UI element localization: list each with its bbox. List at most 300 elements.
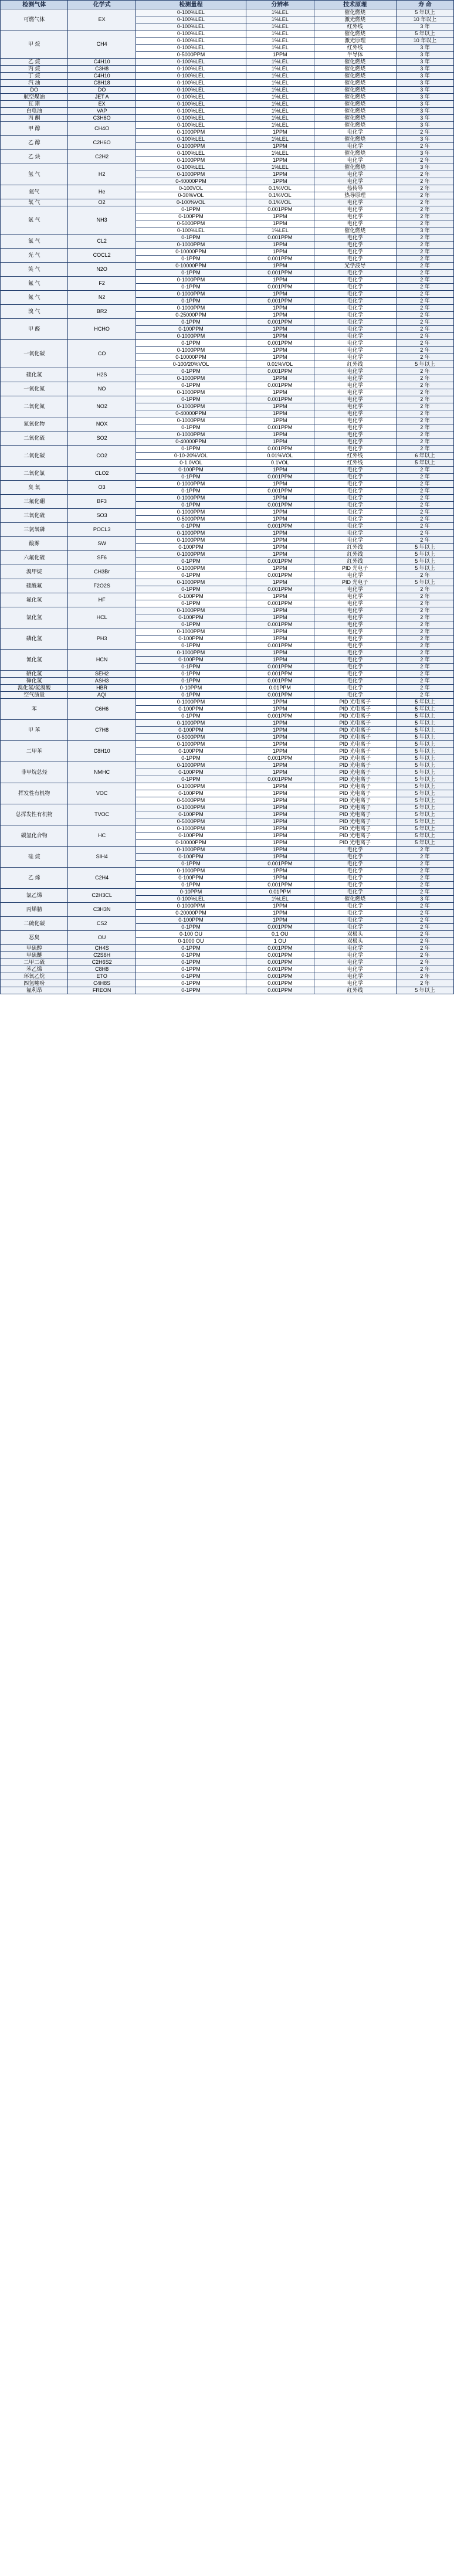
table-row [1, 973, 454, 980]
cell-technology: PID 光电离子 [314, 818, 397, 825]
cell-detection-range: 0-1000PPM [135, 129, 246, 136]
cell-detection-range: 0-1000PPM [135, 537, 246, 544]
cell-technology: 电化学 [314, 537, 397, 544]
cell-chemical-formula: VAP [68, 108, 135, 115]
cell-detection-range: 0-100PPM [135, 854, 246, 861]
cell-detection-range: 0-1000PPM [135, 171, 246, 178]
cell-detection-range: 0-1PPM [135, 776, 246, 783]
cell-detection-range: 0-1000PPM [135, 509, 246, 516]
cell-resolution: 0.001PPM [246, 298, 314, 305]
cell-lifetime: 2 年 [397, 572, 454, 579]
cell-technology: 红外线 [314, 544, 397, 551]
cell-lifetime: 2 年 [397, 220, 454, 227]
cell-resolution: 0.001PPM [246, 643, 314, 650]
cell-lifetime: 2 年 [397, 199, 454, 206]
cell-lifetime: 2 年 [397, 481, 454, 488]
cell-chemical-formula: HBR [68, 685, 135, 692]
table-row [1, 87, 454, 94]
cell-resolution: 1%LEL [246, 59, 314, 66]
col-header-formula: 化学式 [68, 1, 135, 9]
table-row [1, 467, 454, 474]
cell-chemical-formula: C2H4 [68, 868, 135, 889]
cell-resolution: 0.001PPM [246, 980, 314, 987]
cell-technology: PID 光电离子 [314, 713, 397, 720]
cell-detection-range: 0-100%LEL [135, 45, 246, 52]
cell-lifetime: 2 年 [397, 966, 454, 973]
cell-resolution: 0.001PPM [246, 755, 314, 762]
cell-technology: 电化学 [314, 488, 397, 495]
cell-lifetime: 2 年 [397, 847, 454, 854]
cell-detection-range: 0-1000PPM [135, 291, 246, 298]
cell-technology: 电化学 [314, 481, 397, 488]
cell-resolution: 0.001PPM [246, 424, 314, 431]
cell-technology: 电化学 [314, 312, 397, 319]
cell-resolution: 1PPM [246, 143, 314, 150]
cell-detection-range: 0-1PPM [135, 206, 246, 213]
cell-lifetime: 2 年 [397, 614, 454, 621]
cell-lifetime: 3 年 [397, 59, 454, 66]
cell-lifetime: 5 年以上 [397, 734, 454, 741]
cell-lifetime: 2 年 [397, 467, 454, 474]
cell-gas-name: 碳氢化合物 [1, 825, 68, 847]
cell-technology: 电化学 [314, 910, 397, 917]
cell-resolution: 0.001PPM [246, 924, 314, 931]
cell-lifetime: 5 年以上 [397, 987, 454, 994]
table-row [1, 446, 454, 453]
cell-technology: PID 光电离子 [314, 811, 397, 818]
cell-gas-name: 乙 烷 [1, 59, 68, 66]
cell-detection-range: 0-100%LEL [135, 16, 246, 23]
cell-detection-range: 0-1000PPM [135, 825, 246, 832]
cell-technology: 电化学 [314, 868, 397, 875]
cell-lifetime: 2 年 [397, 389, 454, 396]
cell-detection-range: 0-10000PPM [135, 354, 246, 361]
table-row [1, 319, 454, 326]
cell-lifetime: 2 年 [397, 945, 454, 952]
cell-chemical-formula: H2S [68, 368, 135, 382]
cell-technology: 电化学 [314, 129, 397, 136]
cell-detection-range: 0-100%LEL [135, 9, 246, 16]
table-row [1, 382, 454, 389]
cell-chemical-formula: F2O2S [68, 579, 135, 593]
cell-detection-range: 0-1PPM [135, 713, 246, 720]
cell-detection-range: 0-1PPM [135, 664, 246, 671]
cell-resolution: 1%LEL [246, 115, 314, 122]
cell-detection-range: 0-1000PPM [135, 804, 246, 811]
table-row [1, 94, 454, 101]
cell-resolution: 1PPM [246, 614, 314, 621]
table-row [1, 783, 454, 790]
cell-lifetime: 2 年 [397, 256, 454, 263]
table-row [1, 509, 454, 516]
cell-resolution: 1PPM [246, 579, 314, 586]
cell-resolution: 1PPM [246, 635, 314, 643]
cell-detection-range: 0-100PPM [135, 811, 246, 818]
cell-gas-name: 甲 醛 [1, 319, 68, 340]
cell-resolution: 1PPM [246, 354, 314, 361]
cell-technology: 电化学 [314, 903, 397, 910]
cell-resolution: 0.001PPM [246, 966, 314, 973]
cell-technology: 电化学 [314, 509, 397, 516]
cell-technology: 电化学 [314, 854, 397, 861]
cell-resolution: 0.001PPM [246, 284, 314, 291]
cell-lifetime: 2 年 [397, 143, 454, 150]
cell-technology: 电化学 [314, 692, 397, 699]
cell-detection-range: 0-5000PPM [135, 818, 246, 825]
cell-detection-range: 0-100%LEL [135, 150, 246, 157]
cell-technology: PID 光电离子 [314, 762, 397, 769]
cell-lifetime: 2 年 [397, 924, 454, 931]
cell-lifetime: 2 年 [397, 903, 454, 910]
cell-technology: PID 光电离子 [314, 840, 397, 847]
cell-gas-name: 氯化氢 [1, 607, 68, 628]
cell-lifetime: 3 年 [397, 45, 454, 52]
cell-detection-range: 0-5000PPM [135, 220, 246, 227]
cell-chemical-formula: FREON [68, 987, 135, 994]
cell-technology: 电化学 [314, 502, 397, 509]
cell-gas-name: 氮 气 [1, 291, 68, 305]
cell-technology: 双极头 [314, 938, 397, 945]
cell-resolution: 1%LEL [246, 16, 314, 23]
cell-chemical-formula: BR2 [68, 305, 135, 319]
cell-detection-range: 0-100PPM [135, 467, 246, 474]
cell-lifetime: 3 年 [397, 896, 454, 903]
cell-lifetime: 2 年 [397, 284, 454, 291]
cell-chemical-formula: NOX [68, 417, 135, 431]
cell-resolution: 1PPM [246, 544, 314, 551]
cell-detection-range: 0-1PPM [135, 678, 246, 685]
cell-technology: 红外线 [314, 361, 397, 368]
cell-lifetime: 5 年以上 [397, 748, 454, 755]
cell-lifetime: 2 年 [397, 875, 454, 882]
cell-detection-range: 0-100PPM [135, 706, 246, 713]
cell-lifetime: 2 年 [397, 910, 454, 917]
table-row [1, 966, 454, 973]
cell-lifetime: 2 年 [397, 340, 454, 347]
cell-lifetime: 5 年以上 [397, 783, 454, 790]
cell-lifetime: 2 年 [397, 868, 454, 875]
cell-lifetime: 5 年以上 [397, 790, 454, 797]
cell-technology: PID 光电离子 [314, 706, 397, 713]
cell-lifetime: 2 年 [397, 861, 454, 868]
cell-resolution: 1PPM [246, 628, 314, 635]
cell-technology: 电化学 [314, 403, 397, 410]
cell-detection-range: 0-100PPM [135, 326, 246, 333]
cell-detection-range: 0-100%LEL [135, 80, 246, 87]
cell-technology: 催化燃烧 [314, 30, 397, 38]
cell-lifetime: 2 年 [397, 509, 454, 516]
cell-gas-name: 三氧化硫 [1, 509, 68, 523]
cell-technology: PID 光电子 [314, 565, 397, 572]
cell-detection-range: 0-100%LEL [135, 66, 246, 73]
cell-chemical-formula: ASH3 [68, 678, 135, 685]
cell-technology: 催化燃烧 [314, 80, 397, 87]
cell-detection-range: 0-40000PPM [135, 410, 246, 417]
cell-lifetime: 3 年 [397, 73, 454, 80]
cell-resolution: 1PPM [246, 403, 314, 410]
cell-lifetime: 2 年 [397, 502, 454, 509]
cell-gas-name: 氦气 [1, 185, 68, 199]
cell-detection-range: 0-100PPM [135, 790, 246, 797]
cell-detection-range: 0-1PPM [135, 692, 246, 699]
cell-lifetime: 2 年 [397, 917, 454, 924]
cell-detection-range: 0-100%LEL [135, 164, 246, 171]
cell-resolution: 1PPM [246, 220, 314, 227]
cell-detection-range: 0-10PPM [135, 889, 246, 896]
table-header-row [1, 1, 454, 9]
cell-lifetime: 3 年 [397, 87, 454, 94]
cell-lifetime: 2 年 [397, 685, 454, 692]
col-header-range: 检测量程 [135, 1, 246, 9]
cell-chemical-formula: PH3 [68, 628, 135, 650]
cell-resolution: 0.001PPM [246, 382, 314, 389]
cell-resolution: 0.001PPM [246, 671, 314, 678]
cell-gas-name: 溴甲烷 [1, 565, 68, 579]
cell-lifetime: 2 年 [397, 657, 454, 664]
cell-gas-name: 苯 [1, 699, 68, 720]
cell-gas-name: 光 气 [1, 249, 68, 263]
cell-gas-name: 硅 烷 [1, 847, 68, 868]
cell-gas-name: 二硫化碳 [1, 917, 68, 931]
cell-chemical-formula: CH4S [68, 945, 135, 952]
cell-resolution: 1PPM [246, 903, 314, 910]
cell-resolution: 1%LEL [246, 150, 314, 157]
cell-technology: PID 光电离子 [314, 797, 397, 804]
cell-gas-name: 氨 气 [1, 206, 68, 235]
cell-gas-name: 氟 气 [1, 277, 68, 291]
cell-chemical-formula: SO2 [68, 431, 135, 446]
cell-chemical-formula: SW [68, 537, 135, 551]
cell-chemical-formula: NO [68, 382, 135, 396]
cell-technology: 电化学 [314, 945, 397, 952]
cell-detection-range: 0-1000PPM [135, 847, 246, 854]
table-row [1, 847, 454, 854]
cell-chemical-formula: NMHC [68, 762, 135, 783]
cell-lifetime: 2 年 [397, 692, 454, 699]
cell-resolution: 1PPM [246, 347, 314, 354]
cell-technology: 电化学 [314, 143, 397, 150]
cell-technology: 半导体 [314, 52, 397, 59]
cell-lifetime: 3 年 [397, 136, 454, 143]
cell-resolution: 1PPM [246, 720, 314, 727]
cell-technology: 电化学 [314, 635, 397, 643]
cell-detection-range: 0-1000PPM [135, 143, 246, 150]
cell-chemical-formula: BF3 [68, 495, 135, 509]
cell-technology: 催化燃烧 [314, 66, 397, 73]
cell-resolution: 1PPM [246, 748, 314, 755]
table-row [1, 291, 454, 298]
cell-technology: 电化学 [314, 256, 397, 263]
cell-technology: 电化学 [314, 424, 397, 431]
cell-detection-range: 0-100%LEL [135, 73, 246, 80]
cell-resolution: 1PPM [246, 783, 314, 790]
table-row [1, 579, 454, 586]
cell-lifetime: 2 年 [397, 952, 454, 959]
cell-lifetime: 2 年 [397, 213, 454, 220]
cell-gas-name: 硫酰氟 [1, 579, 68, 593]
cell-technology: 红外线 [314, 453, 397, 460]
cell-technology: 电化学 [314, 586, 397, 593]
cell-detection-range: 0-1PPM [135, 586, 246, 593]
cell-lifetime: 2 年 [397, 270, 454, 277]
cell-lifetime: 5 年以上 [397, 706, 454, 713]
cell-lifetime: 3 年 [397, 150, 454, 157]
cell-resolution: 0.001PPM [246, 692, 314, 699]
cell-technology: 催化燃烧 [314, 122, 397, 129]
cell-technology: 电化学 [314, 530, 397, 537]
cell-resolution: 1PPM [246, 847, 314, 854]
cell-resolution: 1%LEL [246, 9, 314, 16]
cell-detection-range: 0-1PPM [135, 861, 246, 868]
cell-lifetime: 2 年 [397, 621, 454, 628]
cell-technology: 电化学 [314, 347, 397, 354]
cell-technology: 电化学 [314, 242, 397, 249]
cell-gas-name: 氟利昂 [1, 987, 68, 994]
cell-lifetime: 2 年 [397, 586, 454, 593]
cell-technology: 红外线 [314, 460, 397, 467]
table-row [1, 931, 454, 938]
cell-lifetime: 2 年 [397, 664, 454, 671]
cell-technology: 激光原理 [314, 38, 397, 45]
cell-resolution: 1PPM [246, 811, 314, 818]
cell-chemical-formula: EX [68, 9, 135, 30]
cell-detection-range: 0-1PPM [135, 382, 246, 389]
cell-technology: 激光燃烧 [314, 16, 397, 23]
table-row [1, 671, 454, 678]
cell-gas-name: 二甲二硫 [1, 959, 68, 966]
cell-detection-range: 0-10-20%VOL [135, 453, 246, 460]
cell-technology: 催化燃烧 [314, 87, 397, 94]
table-row [1, 917, 454, 924]
cell-technology: 电化学 [314, 980, 397, 987]
cell-lifetime: 2 年 [397, 931, 454, 938]
cell-gas-name: 三氯氧磷 [1, 523, 68, 537]
cell-detection-range: 0-100PPM [135, 727, 246, 734]
cell-resolution: 1%LEL [246, 73, 314, 80]
cell-lifetime: 3 年 [397, 227, 454, 235]
cell-detection-range: 0-100%LEL [135, 108, 246, 115]
table-row [1, 495, 454, 502]
cell-chemical-formula: EX [68, 101, 135, 108]
cell-resolution: 0.001PPM [246, 474, 314, 481]
cell-gas-name: 磷化氢 [1, 628, 68, 650]
cell-gas-name: 二氧化碳 [1, 446, 68, 467]
cell-detection-range: 0-100%LEL [135, 227, 246, 235]
cell-resolution: 0.1%VOL [246, 185, 314, 192]
cell-resolution: 1PPM [246, 516, 314, 523]
cell-gas-name: 六氟化硫 [1, 551, 68, 565]
cell-technology: 电化学 [314, 882, 397, 889]
cell-technology: 电化学 [314, 396, 397, 403]
cell-chemical-formula: OU [68, 931, 135, 945]
cell-detection-range: 0-100 OU [135, 931, 246, 938]
cell-resolution: 1%LEL [246, 30, 314, 38]
cell-technology: 催化燃烧 [314, 108, 397, 115]
cell-detection-range: 0-100PPM [135, 832, 246, 840]
cell-technology: 催化燃烧 [314, 164, 397, 171]
cell-chemical-formula: C3H6O [68, 115, 135, 122]
cell-gas-name: 非甲烷总烃 [1, 762, 68, 783]
cell-resolution: 1%LEL [246, 80, 314, 87]
cell-resolution: 1PPM [246, 790, 314, 797]
cell-lifetime: 2 年 [397, 157, 454, 164]
cell-lifetime: 5 年以上 [397, 755, 454, 762]
cell-resolution: 0.001PPM [246, 319, 314, 326]
cell-resolution: 1PPM [246, 312, 314, 319]
cell-technology: 电化学 [314, 333, 397, 340]
cell-resolution: 0.001PPM [246, 488, 314, 495]
cell-resolution: 0.001PPM [246, 945, 314, 952]
cell-gas-name: 臭 氧 [1, 481, 68, 495]
cell-gas-name: 空气质量 [1, 692, 68, 699]
cell-lifetime: 5 年以上 [397, 797, 454, 804]
cell-resolution: 1PPM [246, 832, 314, 840]
cell-technology: PID 光电离子 [314, 748, 397, 755]
cell-resolution: 0.001PPM [246, 558, 314, 565]
cell-lifetime: 2 年 [397, 439, 454, 446]
cell-detection-range: 0-40000PPM [135, 178, 246, 185]
table-row [1, 59, 454, 66]
cell-resolution: 1PPM [246, 804, 314, 811]
cell-chemical-formula: TVOC [68, 804, 135, 825]
cell-lifetime: 5 年以上 [397, 460, 454, 467]
cell-resolution: 1PPM [246, 157, 314, 164]
cell-technology: 电化学 [314, 319, 397, 326]
cell-chemical-formula: C2H2 [68, 150, 135, 164]
cell-resolution: 1%LEL [246, 94, 314, 101]
cell-resolution: 1PPM [246, 213, 314, 220]
cell-lifetime: 2 年 [397, 298, 454, 305]
cell-lifetime: 2 年 [397, 277, 454, 284]
cell-lifetime: 5 年以上 [397, 811, 454, 818]
cell-detection-range: 0-100%LEL [135, 59, 246, 66]
cell-lifetime: 2 年 [397, 410, 454, 417]
table-row [1, 66, 454, 73]
table-row [1, 945, 454, 952]
cell-technology: PID 光电子 [314, 579, 397, 586]
cell-lifetime: 2 年 [397, 396, 454, 403]
cell-lifetime: 5 年以上 [397, 769, 454, 776]
cell-resolution: 0.001PPM [246, 861, 314, 868]
cell-chemical-formula: O3 [68, 481, 135, 495]
table-row [1, 699, 454, 706]
cell-technology: PID 光电离子 [314, 776, 397, 783]
cell-chemical-formula: C2H6S2 [68, 959, 135, 966]
cell-lifetime: 6 年以上 [397, 453, 454, 460]
cell-detection-range: 0-1000PPM [135, 347, 246, 354]
table-row [1, 417, 454, 424]
cell-resolution: 1PPM [246, 129, 314, 136]
col-header-resolution: 分辨率 [246, 1, 314, 9]
cell-lifetime: 10 年以上 [397, 16, 454, 23]
cell-gas-name: 四氢噻吩 [1, 980, 68, 987]
cell-resolution: 0.001PPM [246, 523, 314, 530]
cell-lifetime: 5 年以上 [397, 762, 454, 769]
cell-lifetime: 2 年 [397, 600, 454, 607]
col-header-gas: 检测气体 [1, 1, 68, 9]
cell-chemical-formula: C4H8S [68, 980, 135, 987]
cell-detection-range: 0-1000PPM [135, 565, 246, 572]
cell-detection-range: 0-100PPM [135, 544, 246, 551]
cell-technology: PID 光电离子 [314, 727, 397, 734]
cell-detection-range: 0-100%LEL [135, 23, 246, 30]
cell-gas-name: 二甲苯 [1, 741, 68, 762]
cell-detection-range: 0-10PPM [135, 685, 246, 692]
cell-technology: 催化燃烧 [314, 896, 397, 903]
cell-resolution: 0.001PPM [246, 368, 314, 375]
cell-technology: 电化学 [314, 959, 397, 966]
cell-detection-range: 0-1PPM [135, 987, 246, 994]
